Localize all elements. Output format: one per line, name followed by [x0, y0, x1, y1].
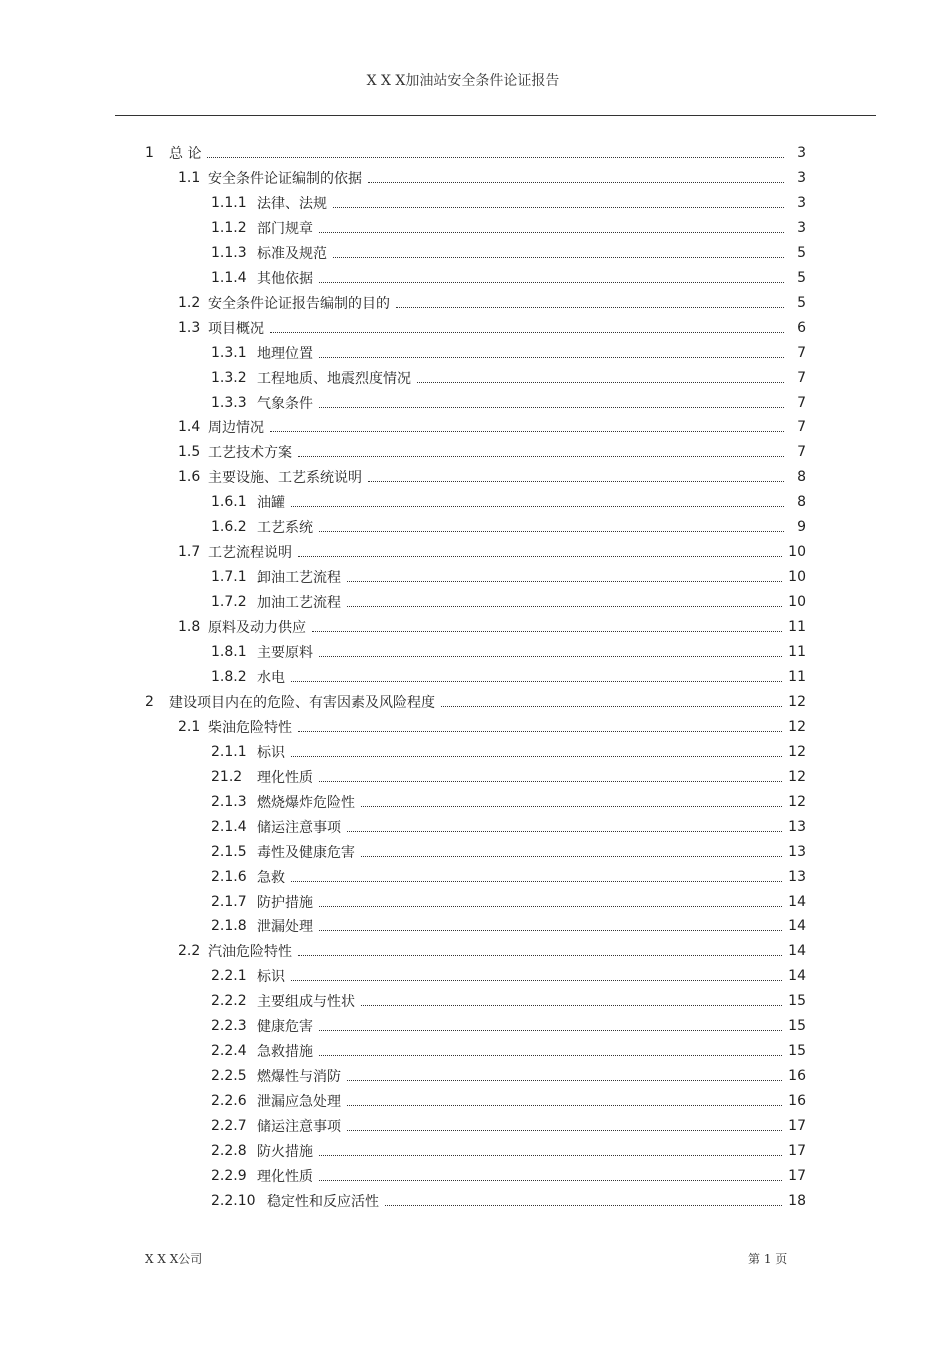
toc-entry-title: 防护措施	[257, 894, 313, 911]
toc-entry[interactable]	[178, 440, 806, 464]
toc-entry-page: 11	[788, 668, 806, 685]
toc-entry-title: 防火措施	[257, 1144, 313, 1160]
toc-entry-number: 2.2.1	[211, 968, 247, 985]
toc-dot-leader	[319, 1029, 782, 1031]
toc-entry-page: 10	[788, 594, 806, 611]
toc-entry[interactable]	[211, 840, 806, 864]
toc-entry-page: 15	[788, 1018, 806, 1035]
toc-dot-leader	[319, 929, 782, 931]
toc-dot-leader	[291, 979, 782, 981]
toc-entry-title: 主要设施、工艺系统说明	[208, 470, 362, 487]
toc-entry-title: 急救	[257, 869, 285, 886]
toc-entry-title: 周边情况	[208, 420, 264, 437]
toc-dot-leader	[333, 256, 784, 258]
toc-entry-page: 11	[788, 644, 806, 660]
toc-entry-title: 工程地质、地震烈度情况	[257, 370, 411, 387]
toc-entry-page: 12	[788, 743, 806, 760]
toc-entry-number: 2.1	[178, 718, 201, 735]
toc-entry[interactable]	[211, 565, 806, 589]
toc-entry-page: 15	[788, 1043, 806, 1060]
toc-entry-title: 安全条件论证报告编制的目的	[208, 295, 390, 312]
toc-entry-number: 2.2.2	[211, 993, 247, 1010]
toc-dot-leader	[319, 281, 784, 283]
toc-entry-number: 1.7	[178, 544, 201, 561]
toc-dot-leader	[347, 1104, 782, 1106]
toc-entry[interactable]	[211, 1164, 806, 1188]
toc-entry[interactable]	[211, 790, 806, 814]
toc-entry-number: 2.1.1	[211, 743, 247, 760]
toc-entry-page: 12	[788, 718, 806, 735]
toc-entry-page: 18	[788, 1192, 806, 1209]
toc-dot-leader	[207, 156, 784, 158]
toc-entry-page: 12	[788, 768, 806, 785]
toc-entry-title: 稳定性和反应活性	[267, 1193, 379, 1210]
toc-entry-number: 1.5	[178, 444, 201, 461]
toc-entry-title: 加油工艺流程	[257, 595, 341, 612]
toc-entry-number: 1.3.2	[211, 369, 247, 386]
toc-entry-page: 3	[797, 169, 806, 186]
toc-entry[interactable]	[211, 1039, 806, 1063]
toc-entry-title: 地理位置	[257, 345, 313, 362]
toc-dot-leader	[319, 231, 784, 233]
toc-dot-leader	[347, 830, 782, 832]
toc-entry-title: 毒性及健康危害	[257, 844, 355, 861]
toc-entry-page: 13	[788, 868, 806, 885]
toc-entry[interactable]	[145, 141, 806, 165]
toc-entry-title: 项目概况	[208, 320, 264, 337]
toc-entry-page: 5	[797, 294, 806, 311]
toc-dot-leader	[361, 805, 782, 807]
toc-entry-number: 2.2.9	[211, 1167, 247, 1184]
toc-entry-page: 9	[797, 519, 806, 536]
toc-entry-number: 1.1.1	[211, 194, 247, 211]
toc-entry[interactable]	[178, 291, 806, 315]
toc-entry[interactable]	[178, 415, 806, 439]
toc-entry[interactable]	[178, 166, 806, 190]
toc-entry[interactable]	[211, 515, 806, 539]
toc-dot-leader	[319, 655, 782, 657]
toc-entry[interactable]	[211, 890, 806, 914]
toc-dot-leader	[319, 406, 784, 408]
toc-entry-page: 8	[797, 469, 806, 486]
toc-entry[interactable]	[211, 1114, 806, 1138]
toc-entry-number: 1.1.4	[211, 269, 247, 286]
toc-entry-page: 7	[797, 444, 806, 461]
toc-entry-page: 7	[797, 344, 806, 361]
toc-entry-title: 工艺系统	[257, 520, 313, 537]
toc-entry[interactable]	[211, 366, 806, 390]
toc-entry-page: 16	[788, 1068, 806, 1085]
toc-entry[interactable]	[211, 266, 806, 290]
toc-entry-page: 16	[788, 1093, 806, 1110]
toc-entry-page: 13	[788, 843, 806, 860]
toc-entry[interactable]	[211, 815, 806, 839]
toc-entry-number: 2.2.8	[211, 1143, 247, 1159]
toc-entry-page: 11	[788, 619, 806, 636]
toc-entry[interactable]	[211, 1089, 806, 1113]
toc-entry[interactable]	[211, 1189, 806, 1213]
toc-entry-page: 7	[797, 394, 806, 411]
toc-entry-title: 汽油危险特性	[208, 944, 292, 961]
toc-entry-page: 17	[788, 1167, 806, 1184]
toc-entry-title: 理化性质	[257, 769, 313, 786]
toc-entry-number: 1.4	[178, 419, 201, 436]
toc-entry-page: 13	[788, 818, 806, 835]
toc-entry[interactable]	[211, 989, 806, 1013]
toc-entry[interactable]	[178, 615, 806, 639]
toc-dot-leader	[347, 1129, 782, 1131]
toc-entry-title: 燃烧爆炸危险性	[257, 794, 355, 811]
toc-entry[interactable]	[211, 1064, 806, 1088]
toc-entry-number: 1	[145, 145, 154, 161]
toc-entry-title: 柴油危险特性	[208, 719, 292, 736]
toc-entry-number: 2.2.6	[211, 1093, 247, 1110]
toc-entry-page: 14	[788, 893, 806, 910]
toc-entry-number: 2.1.6	[211, 868, 247, 885]
toc-dot-leader	[319, 905, 782, 907]
toc-entry[interactable]	[211, 964, 806, 988]
toc-dot-leader	[347, 1079, 782, 1081]
toc-entry[interactable]	[211, 665, 806, 689]
toc-entry-title: 工艺技术方案	[208, 445, 292, 462]
toc-entry-title: 总 论	[169, 146, 202, 162]
toc-entry-number: 2.1.3	[211, 793, 247, 810]
toc-entry-title: 储运注意事项	[257, 1119, 341, 1136]
toc-entry-number: 2.2.10	[211, 1192, 256, 1209]
toc-entry-title: 主要原料	[257, 645, 313, 661]
toc-entry-number: 1.2	[178, 294, 201, 311]
toc-entry-page: 7	[797, 369, 806, 386]
header-divider	[115, 115, 876, 116]
toc-entry-page: 14	[788, 968, 806, 985]
toc-entry[interactable]	[178, 540, 806, 564]
toc-dot-leader	[333, 206, 784, 208]
toc-dot-leader	[291, 505, 784, 507]
toc-entry-title: 燃爆性与消防	[257, 1069, 341, 1086]
toc-entry-title: 健康危害	[257, 1019, 313, 1036]
toc-entry-title: 气象条件	[257, 395, 313, 412]
toc-entry-number: 2.1.7	[211, 893, 247, 910]
toc-entry-number: 21.2	[211, 768, 243, 785]
toc-entry-number: 2.1.5	[211, 843, 247, 860]
toc-dot-leader	[417, 381, 784, 383]
toc-entry[interactable]	[211, 765, 806, 789]
toc-entry[interactable]	[211, 865, 806, 889]
toc-entry-title: 标识	[257, 744, 285, 761]
toc-entry-title: 理化性质	[257, 1168, 313, 1185]
footer-page-number: 第 1 页	[748, 1252, 788, 1266]
toc-dot-leader	[298, 954, 782, 956]
toc-entry-page: 17	[788, 1118, 806, 1135]
toc-dot-leader	[319, 1154, 782, 1156]
toc-dot-leader	[291, 880, 782, 882]
page-header-title: X X X加油站安全条件论证报告	[366, 73, 560, 89]
toc-dot-leader	[270, 331, 784, 333]
toc-dot-leader	[298, 730, 782, 732]
toc-dot-leader	[319, 780, 782, 782]
toc-entry-title: 泄漏处理	[257, 919, 313, 936]
toc-entry-title: 储运注意事项	[257, 819, 341, 836]
toc-dot-leader	[396, 306, 784, 308]
toc-entry[interactable]	[211, 391, 806, 415]
toc-entry-title: 油罐	[257, 495, 285, 512]
toc-entry-title: 卸油工艺流程	[257, 570, 341, 587]
toc-entry-number: 1.8.1	[211, 644, 247, 660]
toc-entry[interactable]	[211, 216, 806, 240]
toc-entry-number: 2.2.3	[211, 1018, 247, 1035]
toc-entry[interactable]	[145, 690, 806, 714]
toc-entry-page: 14	[788, 918, 806, 935]
toc-entry-page: 10	[788, 569, 806, 586]
toc-entry-number: 1.7.1	[211, 569, 247, 586]
toc-entry-title: 标准及规范	[257, 245, 327, 262]
toc-entry[interactable]	[211, 1014, 806, 1038]
toc-entry-title: 法律、法规	[257, 195, 327, 212]
toc-entry-page: 10	[788, 544, 806, 561]
toc-entry-title: 安全条件论证编制的依据	[208, 170, 362, 187]
toc-entry-number: 1.6.2	[211, 519, 247, 536]
toc-entry-number: 2.2.5	[211, 1068, 247, 1085]
toc-entry-title: 水电	[257, 669, 285, 686]
toc-entry-title: 原料及动力供应	[208, 620, 306, 637]
toc-dot-leader	[385, 1204, 782, 1206]
toc-entry-number: 1.1.3	[211, 244, 247, 261]
toc-dot-leader	[298, 555, 782, 557]
toc-entry[interactable]	[211, 241, 806, 265]
toc-entry-page: 14	[788, 943, 806, 960]
toc-entry-number: 2.2.7	[211, 1118, 247, 1135]
toc-entry[interactable]	[178, 939, 806, 963]
toc-entry-number: 1.3	[178, 319, 201, 336]
toc-entry-title: 建设项目内在的危险、有害因素及风险程度	[169, 694, 435, 711]
toc-entry-page: 12	[788, 693, 806, 710]
toc-dot-leader	[441, 705, 782, 707]
toc-entry[interactable]	[211, 490, 806, 514]
toc-dot-leader	[270, 430, 784, 432]
toc-dot-leader	[368, 181, 784, 183]
toc-entry[interactable]	[211, 191, 806, 215]
toc-entry-page: 3	[797, 194, 806, 211]
toc-entry-number: 2.2.4	[211, 1043, 247, 1060]
toc-entry-number: 1.3.1	[211, 344, 247, 361]
toc-entry-page: 15	[788, 993, 806, 1010]
toc-dot-leader	[298, 455, 784, 457]
toc-entry-number: 1.3.3	[211, 394, 247, 411]
toc-entry-title: 泄漏应急处理	[257, 1094, 341, 1111]
toc-entry-number: 1.8.2	[211, 668, 247, 685]
toc-entry-page: 12	[788, 793, 806, 810]
toc-entry-page: 3	[797, 145, 806, 161]
toc-entry[interactable]	[211, 590, 806, 614]
toc-dot-leader	[347, 605, 782, 607]
toc-entry-page: 6	[797, 319, 806, 336]
toc-entry-number: 2	[145, 693, 154, 710]
toc-dot-leader	[361, 855, 782, 857]
toc-dot-leader	[291, 680, 782, 682]
toc-entry-number: 1.1.2	[211, 219, 247, 236]
toc-dot-leader	[291, 755, 782, 757]
toc-entry[interactable]	[178, 465, 806, 489]
toc-entry-page: 17	[788, 1143, 806, 1159]
toc-dot-leader	[347, 580, 782, 582]
toc-entry-page: 8	[797, 494, 806, 511]
toc-dot-leader	[319, 530, 784, 532]
toc-dot-leader	[319, 1054, 782, 1056]
toc-entry-number: 1.7.2	[211, 594, 247, 611]
toc-entry-number: 2.1.8	[211, 918, 247, 935]
toc-entry[interactable]	[211, 914, 806, 938]
toc-entry-page: 7	[797, 419, 806, 436]
toc-entry-number: 2.2	[178, 943, 201, 960]
toc-entry-number: 2.1.4	[211, 818, 247, 835]
toc-entry[interactable]	[211, 640, 806, 664]
toc-entry-number: 1.8	[178, 619, 201, 636]
toc-entry[interactable]	[211, 740, 806, 764]
toc-dot-leader	[368, 480, 784, 482]
toc-entry-title: 部门规章	[257, 220, 313, 237]
toc-entry-page: 5	[797, 269, 806, 286]
toc-dot-leader	[319, 1179, 782, 1181]
toc-entry-number: 1.1	[178, 169, 201, 186]
toc-dot-leader	[361, 1004, 782, 1006]
toc-entry-page: 3	[797, 219, 806, 236]
toc-entry-title: 其他依据	[257, 270, 313, 287]
toc-dot-leader	[319, 356, 784, 358]
toc-entry[interactable]	[211, 341, 806, 365]
toc-dot-leader	[312, 630, 782, 632]
toc-entry-title: 标识	[257, 969, 285, 986]
toc-entry-page: 5	[797, 244, 806, 261]
toc-entry-number: 1.6	[178, 469, 201, 486]
toc-entry-title: 工艺流程说明	[208, 545, 292, 562]
toc-entry[interactable]	[178, 715, 806, 739]
footer-company: X X X公司	[145, 1252, 203, 1266]
toc-entry-title: 急救措施	[257, 1044, 313, 1061]
toc-entry-number: 1.6.1	[211, 494, 247, 511]
toc-entry[interactable]	[211, 1139, 806, 1163]
toc-entry[interactable]	[178, 316, 806, 340]
toc-entry-title: 主要组成与性状	[257, 994, 355, 1011]
